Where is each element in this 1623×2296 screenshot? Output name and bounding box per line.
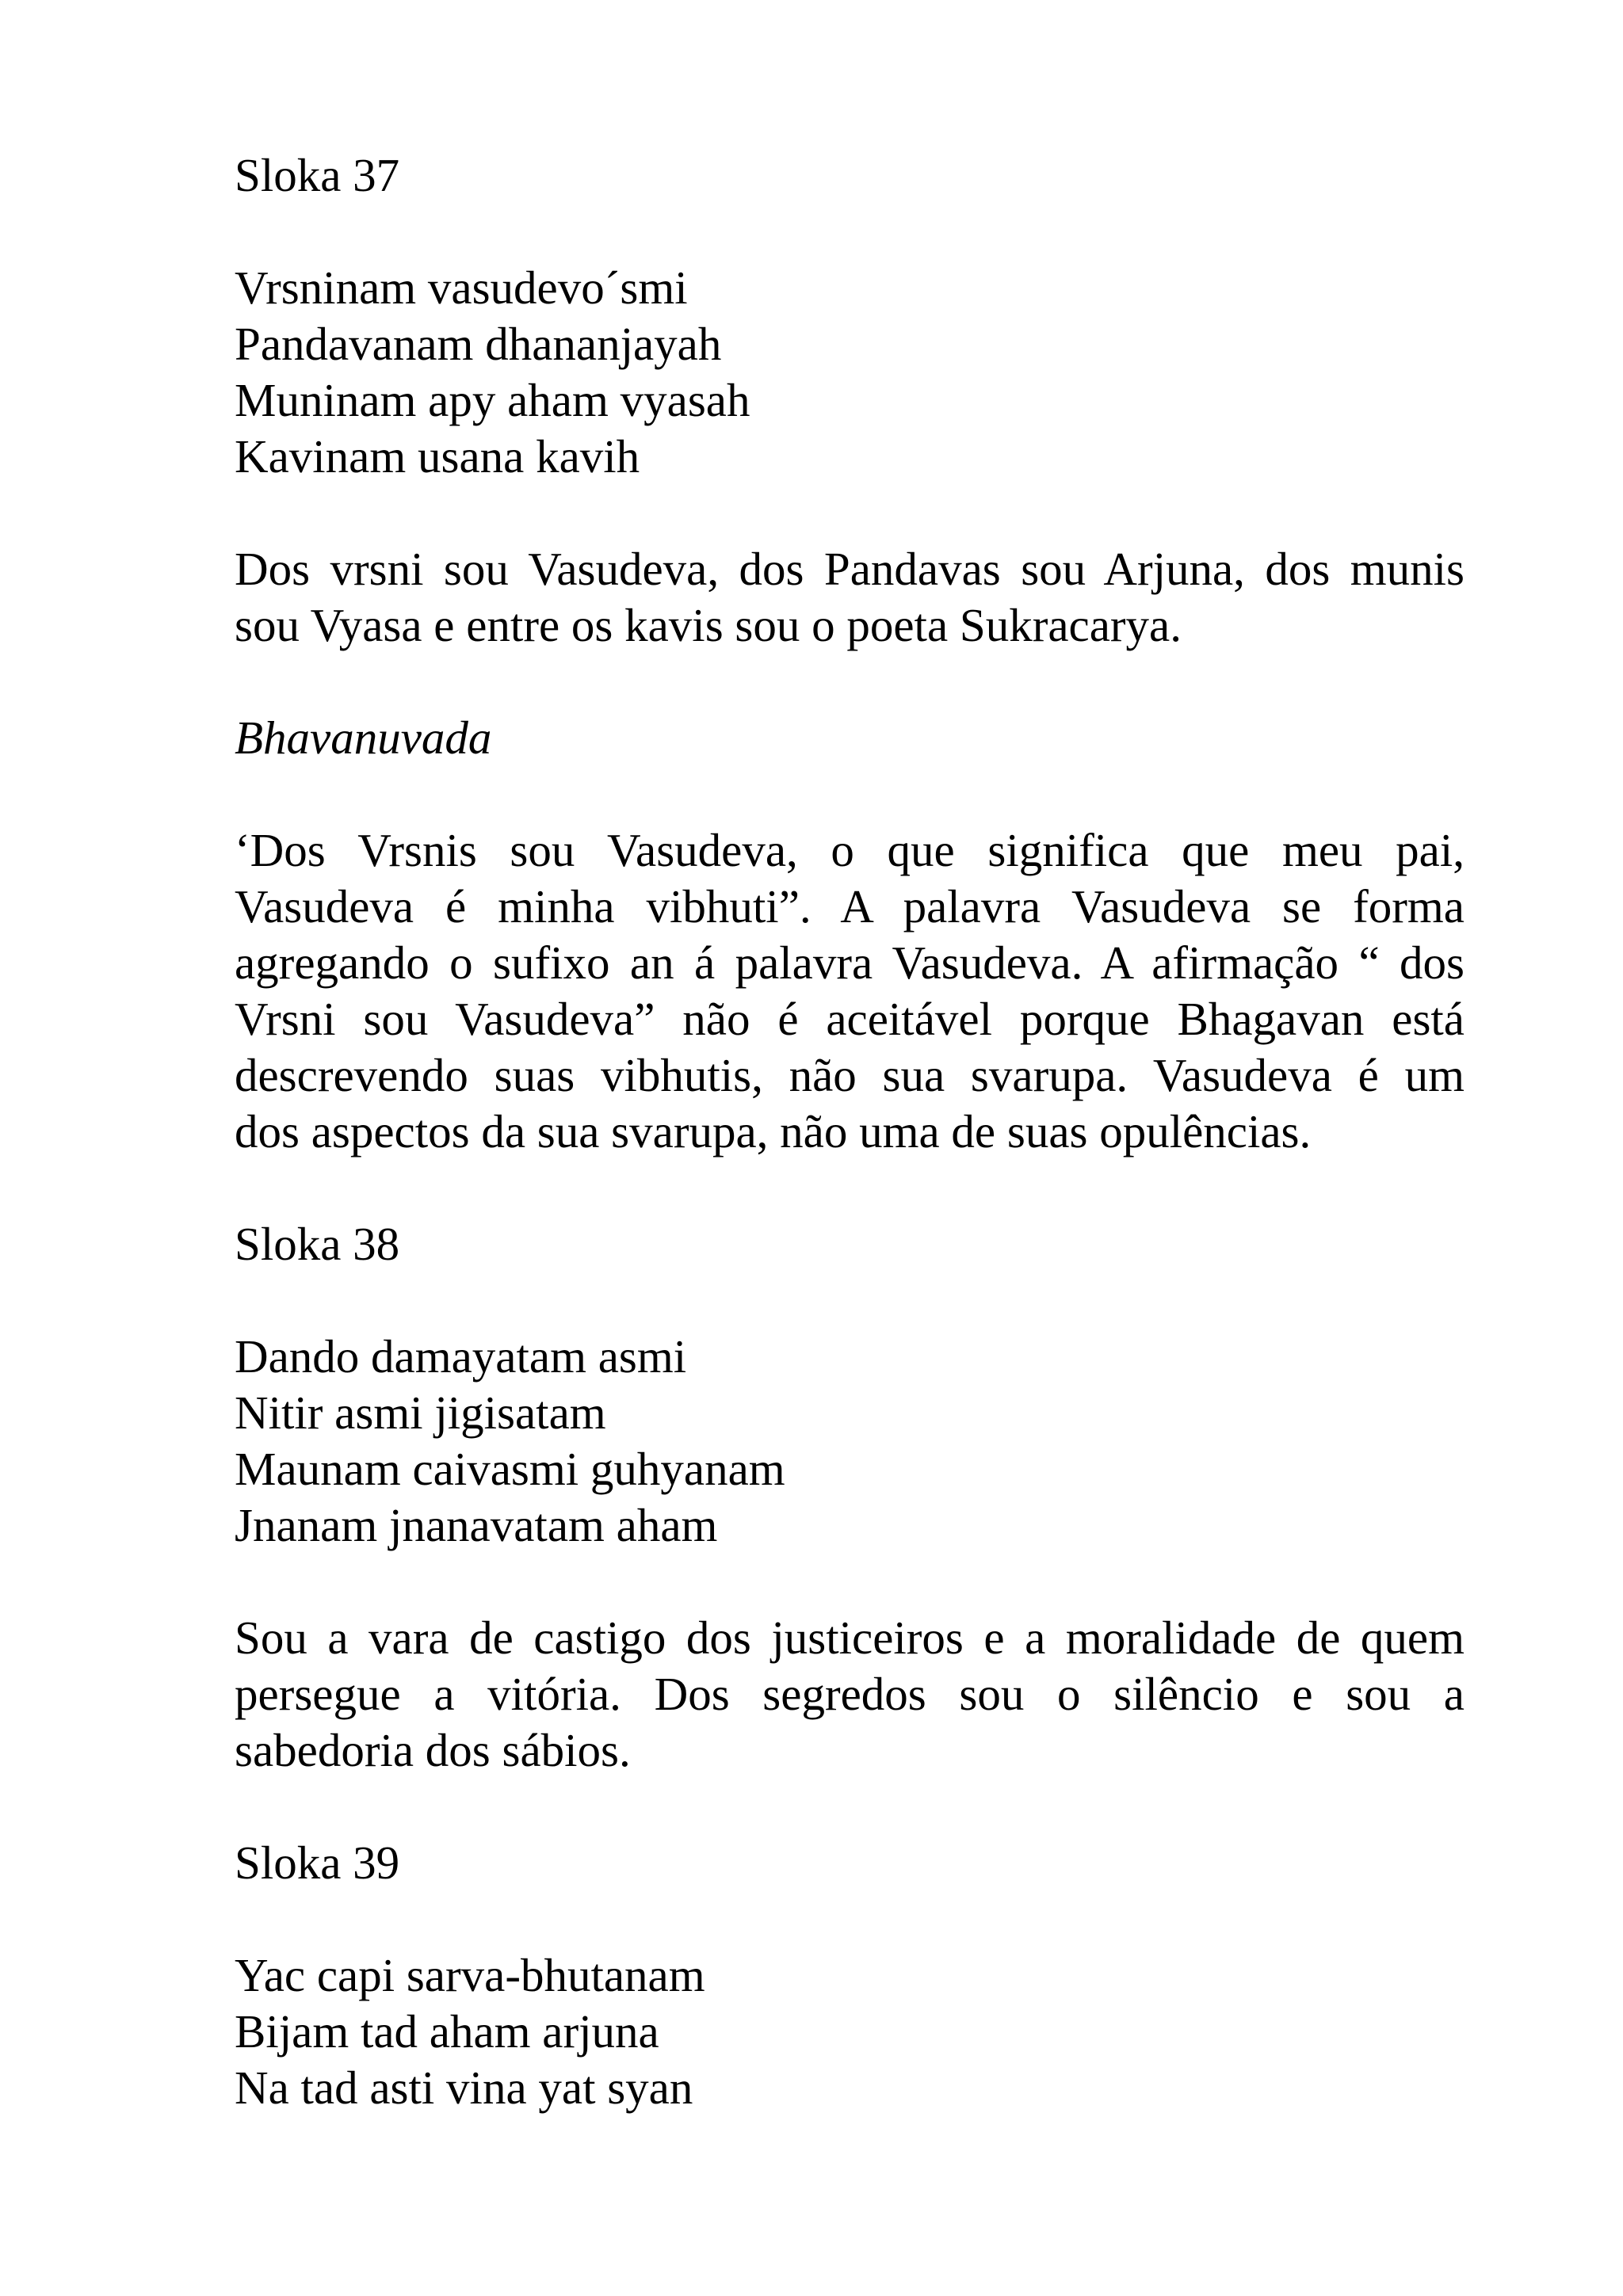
translation-line: Dos vrsni sou Vasudeva, dos Pandavas sou Arjuna, dos munis [235, 543, 1465, 595]
document-page [235, 147, 1465, 2172]
commentary-line: ‘Dos Vrsnis sou Vasudeva, o que significa que meu pai, [235, 824, 1465, 876]
sloka-38-translation [235, 1610, 1465, 1779]
sloka-39-verse [235, 1947, 1465, 2116]
verse-line: Kavinam usana kavih [235, 430, 640, 482]
translation-line: Sou a vara de castigo dos justiceiros e a moralidade de quem [235, 1611, 1465, 1664]
verse-line: Bijam tad aham arjuna [235, 2005, 659, 2058]
commentary-line: agregando o sufixo an á palavra Vasudeva. A afirmação “ dos [235, 936, 1465, 989]
sloka-37-commentary [235, 822, 1465, 1160]
verse-line: Yac capi sarva-bhutanam [235, 1949, 705, 2001]
commentary-title: Bhavanuvada [235, 711, 492, 764]
verse-line: Na tad asti vina yat syan [235, 2061, 693, 2114]
sloka-37-translation [235, 541, 1465, 654]
translation-line: sabedoria dos sábios. [235, 1724, 631, 1776]
verse-line: Nitir asmi jigisatam [235, 1386, 606, 1439]
verse-line: Dando damayatam asmi [235, 1330, 687, 1383]
verse-line: Pandavanam dhananjayah [235, 318, 722, 370]
sloka-38-verse [235, 1329, 1465, 1554]
sloka-38-heading: Sloka 38 [235, 1218, 400, 1270]
verse-line: Muninam apy aham vyasah [235, 374, 750, 426]
commentary-line: Vasudeva é minha vibhuti”. A palavra Vasudeva se forma [235, 880, 1465, 933]
translation-line: sou Vyasa e entre os kavis sou o poeta Sukracarya. [235, 599, 1182, 651]
commentary-line: Vrsni sou Vasudeva” não é aceitável porque Bhagavan está [235, 993, 1465, 1045]
sloka-37-verse [235, 260, 1465, 485]
commentary-line: dos aspectos da sua svarupa, não uma de suas opulências. [235, 1105, 1312, 1158]
sloka-39-heading: Sloka 39 [235, 1836, 400, 1889]
sloka-37-heading: Sloka 37 [235, 149, 400, 201]
commentary-line: descrevendo suas vibhutis, não sua svarupa. Vasudeva é um [235, 1049, 1465, 1101]
verse-line: Jnanam jnanavatam aham [235, 1499, 718, 1551]
verse-line: Vrsninam vasudevo´smi [235, 261, 688, 314]
verse-line: Maunam caivasmi guhyanam [235, 1443, 785, 1495]
translation-line: persegue a vitória. Dos segredos sou o silêncio e sou a [235, 1668, 1465, 1720]
